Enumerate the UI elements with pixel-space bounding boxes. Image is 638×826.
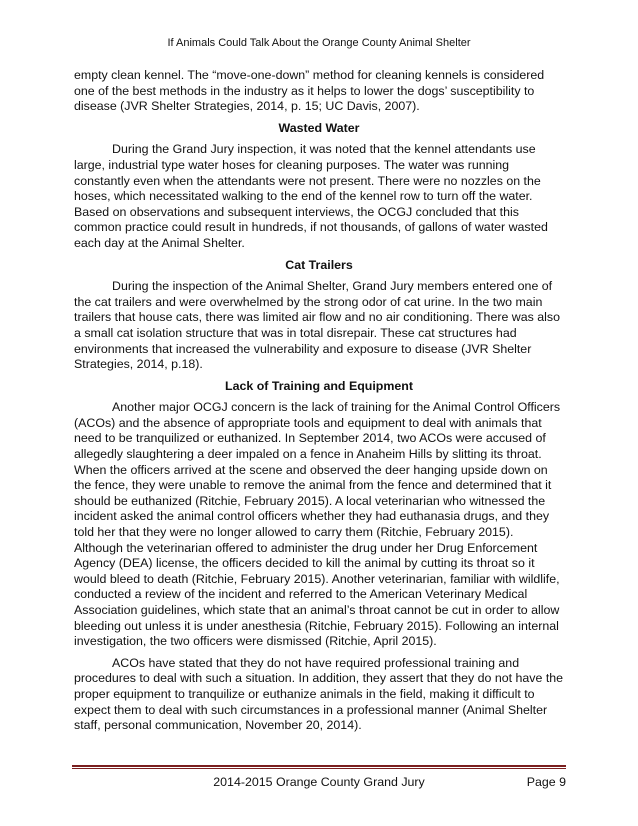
training-paragraph-1: Another major OCGJ concern is the lack of training for the Animal Control Officers (ACOs) and the absence of appropriate tools and equipment to deal with animals that need to be tranquilized or euthanized. In September 2014, two ACOs were accused of allegedly slaughtering a deer impaled on a fence in Anaheim Hills by slitting its throat. When the officers arrived at the scene and observed the deer hanging upside down on the fence, they were unable to remove the animal from the fence and determined that it should be euthanized (Ritchie, February 2015). A local veterinarian who witnessed the incident asked the animal control officers whether they had euthanasia drugs, and they told her that they were no longer allowed to carry them (Ritchie, February 2015). Although the veterinarian offered to administer the drug under her Drug Enforcement Agency (DEA) license, the officers decided to kill the animal by cutting its throat so it would bleed to death (Ritchie, February 2015). Another veterinarian, familiar with wildlife, conducted a review of the incident and referred to the American Veterinary Medical Association guidelines, which state that an animal’s throat cannot be cut in order to allow bleeding out unless it is under anesthesia (Ritchie, February 2015). Following an internal investigation, the two officers were dismissed (Ritchie, April 2015). [74,400,561,649]
continuation-paragraph: empty clean kennel. The “move-one-down” method for cleaning kennels is considered one of the best methods in the industry as it helps to lower the dogs’ susceptibility to disease (JVR Shelter Strategies, 2014, p. 15; UC Davis, 2007). [74,68,545,114]
section-heading-wasted-water: Wasted Water [278,120,360,135]
footer-title: 2014-2015 Orange County Grand Jury [213,775,425,789]
running-header: If Animals Could Talk About the Orange County Animal Shelter [167,37,471,49]
cat-trailers-paragraph: During the inspection of the Animal Shelter, Grand Jury members entered one of the cat trailers and were overwhelmed by the strong odor of cat urine. In the two main trailers that house cats, there was limited air flow and no air conditioning. There was also a small cat isolation structure that was in total disrepair. These cat structures had environments that increased the vulnerability and exposure to disease (JVR Shelter Strategies, 2014, p.18). [74,279,561,372]
training-paragraph-2: ACOs have stated that they do not have required professional training and procedures to deal with such a situation. In addition, they assert that they do not have the proper equipment to tranquilize or euthanize animals in the field, making it difficult to expect them to deal with such circumstances in a professional manner (Animal Shelter staff, personal communication, November 20, 2014). [74,655,564,733]
page-footer [72,775,566,791]
document-body [74,68,564,740]
section-heading-training-equipment: Lack of Training and Equipment [225,378,413,393]
page-number: Page 9 [526,775,566,789]
wasted-water-paragraph: During the Grand Jury inspection, it was noted that the kennel attendants use large, industrial type water hoses for cleaning purposes. The water was running constantly even when the attendants were not present. There were no nozzles on the hoses, which necessitated walking to the end of the kennel row to turn off the water. Based on observations and subsequent interviews, the OCGJ concluded that this common practice could result in hundreds, if not thousands, of gallons of water wasted each day at the Animal Shelter. [74,142,548,250]
footer-rule [72,765,566,767]
section-heading-cat-trailers: Cat Trailers [285,257,353,272]
footer-rule-thin [72,768,566,769]
